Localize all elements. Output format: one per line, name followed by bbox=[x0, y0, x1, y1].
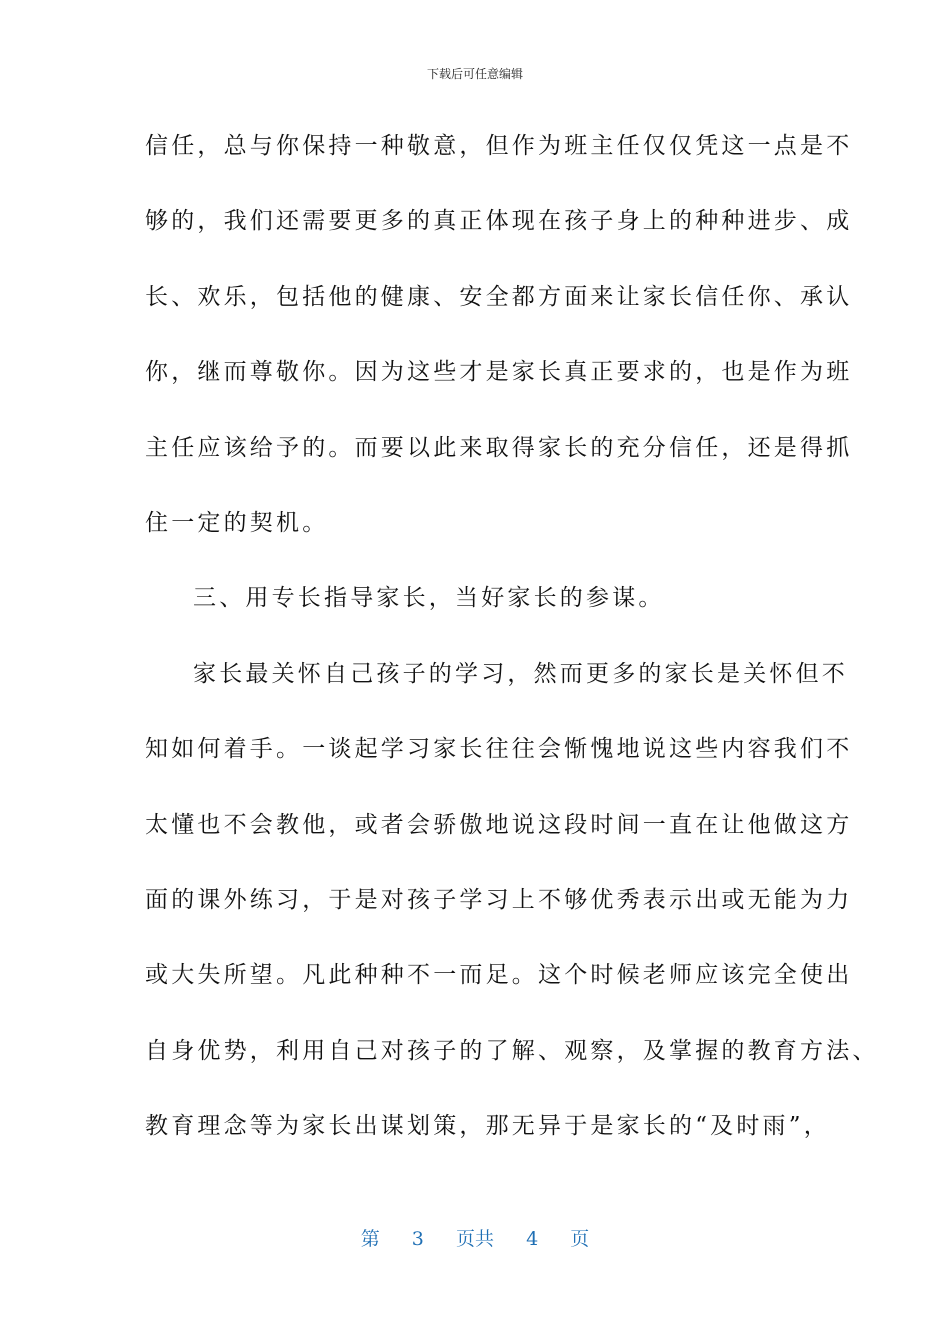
paragraph-line: 住一定的契机。 bbox=[145, 509, 329, 536]
paragraph-line: 信任，总与你保持一种敬意，但作为班主任仅仅凭这一点是不 bbox=[145, 133, 853, 159]
paragraph-line: 家长最关怀自己孩子的学习，然而更多的家长是关怀但不 bbox=[193, 660, 848, 687]
paragraph-line: 知如何着手。一谈起学习家长往往会惭愧地说这些内容我们不 bbox=[145, 736, 853, 763]
footer-prefix: 第 bbox=[360, 1228, 380, 1250]
page-header-note: 下载后可任意编辑 bbox=[426, 67, 523, 81]
paragraph-line: 你，继而尊敬你。因为这些才是家长真正要求的，也是作为班 bbox=[145, 359, 853, 386]
section-heading: 三、用专长指导家长，当好家长的参谋。 bbox=[193, 585, 665, 612]
page-footer bbox=[0, 1226, 950, 1252]
footer-total-pages: 4 bbox=[526, 1228, 539, 1250]
paragraph-line: 主任应该给予的。而要以此来取得家长的充分信任，还是得抓 bbox=[145, 434, 853, 461]
paragraph-line: 长、欢乐，包括他的健康、安全都方面来让家长信任你、承认 bbox=[145, 283, 853, 310]
paragraph-line: 自身优势，利用自己对孩子的了解、观察，及掌握的教育方法、 bbox=[145, 1037, 879, 1064]
paragraph-line: 或大失所望。凡此种种不一而足。这个时候老师应该完全使出 bbox=[145, 962, 853, 989]
document-body bbox=[145, 124, 879, 1179]
paragraph-line: 够的，我们还需要更多的真正体现在孩子身上的种种进步、成 bbox=[145, 208, 853, 235]
footer-suffix: 页 bbox=[570, 1228, 590, 1250]
footer-middle: 页共 bbox=[455, 1228, 494, 1250]
paragraph-line: 教育理念等为家长出谋划策，那无异于是家长的“及时雨”， bbox=[145, 1113, 830, 1140]
paragraph-line: 面的课外练习，于是对孩子学习上不够优秀表示出或无能为力 bbox=[145, 886, 853, 913]
paragraph-line: 太懂也不会教他，或者会骄傲地说这段时间一直在让他做这方 bbox=[145, 811, 853, 838]
footer-current-page: 3 bbox=[411, 1228, 424, 1250]
